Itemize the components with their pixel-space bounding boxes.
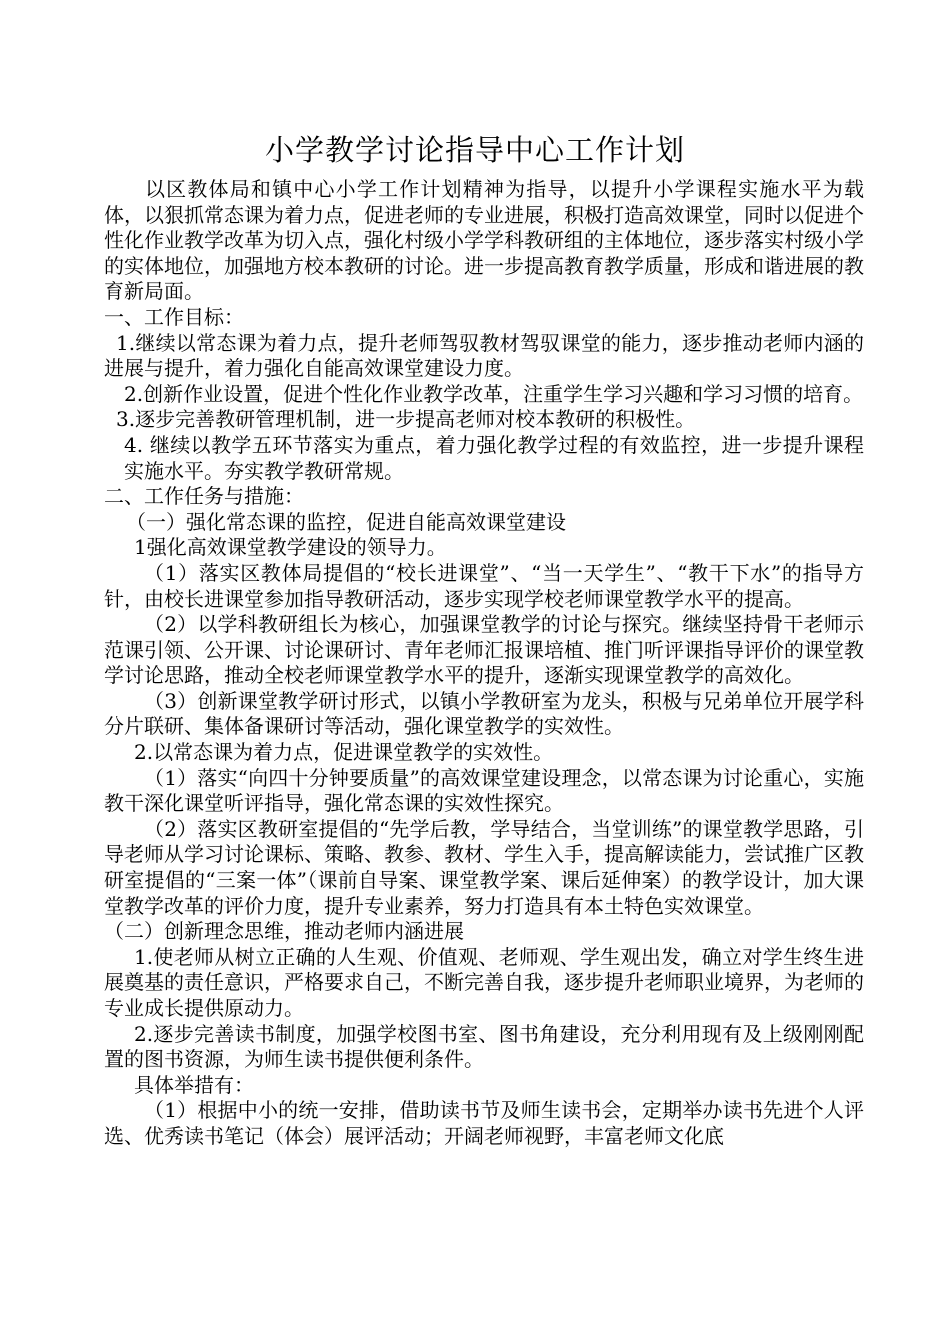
task-subitem-1-1: （1）落实区教体局提倡的“校长进课堂”、“当一天学生”、“教干下水”的指导方针，由校长进课堂参加指导教研活动，逐步实现学校老师课堂教学水平的提高。 <box>104 560 864 611</box>
task-subitem-2-1: （1）落实“向四十分钟要质量”的高效课堂建设理念，以常态课为讨论重心，实施教干深化课堂听评指导，强化常态课的实效性探究。 <box>104 765 864 816</box>
subsection-heading-1: （一）强化常态课的监控，促进自能高效课堂建设 <box>126 509 566 534</box>
document-title: 小学教学讨论指导中心工作计划 <box>264 133 685 167</box>
intro-paragraph: 以区教体局和镇中心小学工作计划精神为指导，以提升小学课程实施水平为载体，以狠抓常态课为着力点，促进老师的专业进展，积极打造高效课堂，同时以促进个性化作业教学改革为切入点，强化村级小学学科教研组的主体地位，逐步落实村级小学的实体地位，加强地方校本教研的讨论。进一步提高教育教学质量，形成和谐进展的教育新局面。 <box>104 177 864 304</box>
task-subitem-2-2: （2）落实区教研室提倡的“先学后教，学导结合，当堂训练”的课堂教学思路，引导老师从学习讨论课标、策略、教参、教材、学生入手，提高解读能力，尝试推广区教研室提倡的“三案一体”（课前自导案、课堂教学案、课后延伸案）的教学设计，加大课堂教学改革的评价力度，提升专业素养，努力打造具有本土特色实效课堂。 <box>104 816 864 918</box>
subsection-heading-2: （二）创新理念思维，推动老师内涵进展 <box>104 919 464 944</box>
task-item-2: 2.以常态课为着力点，促进课堂教学的实效性。 <box>134 740 554 765</box>
goal-item-3: 3.逐步完善教研管理机制，进一步提高老师对校本教研的积极性。 <box>116 407 696 432</box>
task-subitem-1-3: （3）创新课堂教学研讨形式，以镇小学教研室为龙头，积极与兄弟单位开展学科分片联研、集体备课研讨等活动，强化课堂教学的实效性。 <box>104 688 864 739</box>
measures-heading: 具体举措有： <box>134 1072 254 1097</box>
measure-item-1: （1）根据中小的统一安排，借助读书节及师生读书会，定期举办读书先进个人评选、优秀读书笔记（体会）展评活动；开阔老师视野，丰富老师文化底 <box>104 1098 864 1148</box>
section-heading-tasks: 二、工作任务与措施： <box>104 484 304 509</box>
goal-item-4: 4. 继续以教学五环节落实为重点，着力强化教学过程的有效监控，进一步提升课程实施水平。夯实教学教研常规。 <box>124 432 864 483</box>
section-heading-goals: 一、工作目标： <box>104 304 244 329</box>
goal-item-2: 2.创新作业设置，促进个性化作业教学改革，注重学生学习兴趣和学习习惯的培育。 <box>124 381 864 406</box>
task-item-1: 1强化高效课堂教学建设的领导力。 <box>134 535 447 560</box>
document-body <box>104 177 864 1150</box>
teacher-item-1: 1.使老师从树立正确的人生观、价值观、老师观、学生观出发，确立对学生终生进展奠基的责任意识，严格要求自己，不断完善自我，逐步提升老师职业境界，为老师的专业成长提供原动力。 <box>104 944 864 1020</box>
goal-item-1: 1.继续以常态课为着力点，提升老师驾驭教材驾驭课堂的能力，逐步推动老师内涵的进展与提升，着力强化自能高效课堂建设力度。 <box>104 330 864 381</box>
task-subitem-1-2: （2）以学科教研组长为核心，加强课堂教学的讨论与探究。继续坚持骨干老师示范课引领、公开课、讨论课研讨、青年老师汇报课培植、推门听评课指导评价的课堂教学讨论思路，推动全校老师课堂教学水平的提升，逐渐实现课堂教学的高效化。 <box>104 612 864 688</box>
teacher-item-2: 2.逐步完善读书制度，加强学校图书室、图书角建设，充分利用现有及上级刚刚配置的图书资源，为师生读书提供便利条件。 <box>104 1021 864 1072</box>
